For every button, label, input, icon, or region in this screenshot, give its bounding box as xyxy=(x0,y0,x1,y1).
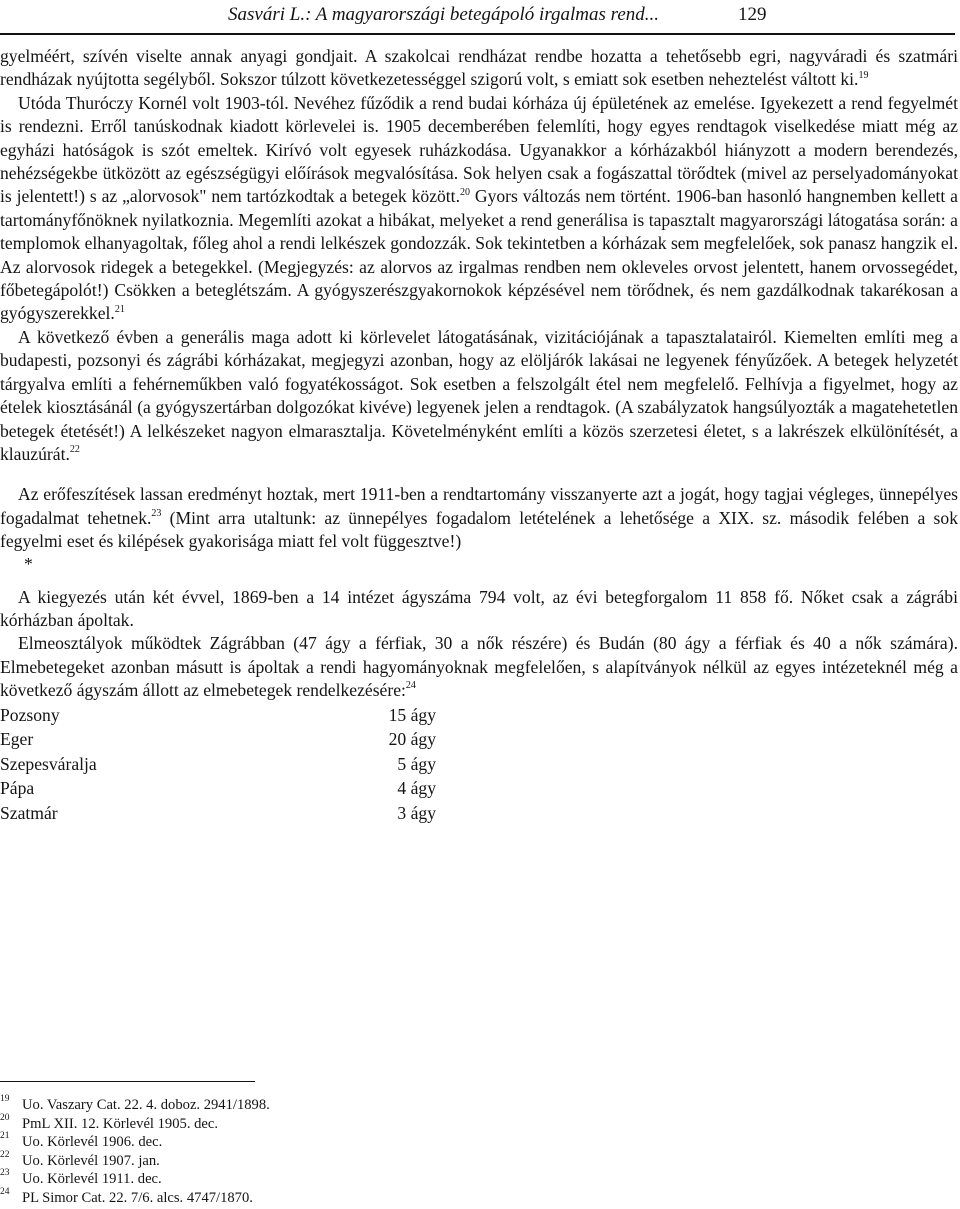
paragraph-text: A kiegyezés után két évvel, 1869-ben a 14 intézet ágyszáma 794 volt, az évi betegforgalom 11 858 fő. Nőket csak a zágrábi kórházban ápoltak. xyxy=(0,586,958,630)
city-name: Szepesváralja xyxy=(0,753,97,774)
bed-table-row xyxy=(0,753,958,778)
paragraph xyxy=(0,483,958,553)
footnote-number: 21 xyxy=(0,1131,10,1142)
paragraph xyxy=(0,326,958,466)
footnote-number: 19 xyxy=(0,1094,10,1104)
paragraph-text: Elmeosztályok működtek Zágrábban (47 ágy a férfiak, 30 a nők részére) és Budán (80 ágy a férfiak és 40 a nők számára). Elmebetegeket azonban másutt is ápoltak a rendi hagyományoknak megfelelően, s alapítványok nélkül az egyes intézeteknél még a következő ágyszám állott az elmebetegek rendelkezésére: xyxy=(0,633,958,701)
section-separator: * xyxy=(24,553,33,574)
footnote-ref: 24 xyxy=(405,680,416,692)
header-rule xyxy=(0,33,955,35)
paragraph-text: gyelméért, szívén viselte annak anyagi gondjait. A szakolcai rendházat rendbe hozatta a tehetősebb egri, nagyváradi és szatmári rendházak nyújtotta segélyből. Sokszor túlzott következetességgel szigorú volt, s emiatt sok esetben neheztelést váltott ki. xyxy=(0,46,958,90)
footnote-text: Uo. Körlevél 1907. jan. xyxy=(22,1152,160,1169)
paragraph-gap xyxy=(0,466,958,483)
paragraph-text: Az erőfeszítések lassan eredményt hoztak, mert 1911-ben a rendtartomány visszanyerte azt a jogát, hogy tagjai végleges, ünnepélyes fogadalmat tehetnek. xyxy=(0,484,958,528)
city-name: Pápa xyxy=(0,778,35,799)
footnote-number: 20 xyxy=(0,1112,10,1123)
footnote-ref: 23 xyxy=(151,507,162,519)
running-header xyxy=(0,4,960,28)
running-title: Sasvári L.: A magyarországi betegápoló irgalmas rend... xyxy=(228,4,660,25)
city-name: Pozsony xyxy=(0,704,60,725)
text-section-1 xyxy=(0,45,958,554)
paragraph xyxy=(0,632,958,702)
bed-table-row xyxy=(0,802,958,827)
footnote-ref: 19 xyxy=(858,69,869,81)
footnote-number: 23 xyxy=(0,1168,10,1179)
main-text xyxy=(0,45,958,826)
footnote-ref: 21 xyxy=(114,303,125,315)
footnote-text: Uo. Vaszary Cat. 22. 4. doboz. 2941/1898. xyxy=(22,1097,270,1113)
bed-table-row xyxy=(0,704,958,729)
footnote-number: 24 xyxy=(0,1186,10,1197)
footnote-ref: 20 xyxy=(459,186,470,198)
footnote-text: Uo. Körlevél 1911. dec. xyxy=(22,1171,162,1188)
bed-count: 3 ágy xyxy=(397,802,436,823)
footnote-rule xyxy=(0,1081,255,1082)
bed-count: 5 ágy xyxy=(397,753,436,774)
bed-count: 15 ágy xyxy=(388,704,436,725)
bed-count: 4 ágy xyxy=(397,778,436,799)
page-number: 129 xyxy=(738,4,767,25)
footnote-text: PL Simor Cat. 22. 7/6. alcs. 4747/1870. xyxy=(22,1189,253,1206)
bed-count: 20 ágy xyxy=(388,729,436,750)
paragraph xyxy=(0,586,958,633)
text-section-2 xyxy=(0,586,958,703)
footnote-text: PmL XII. 12. Körlevél 1905. dec. xyxy=(22,1115,219,1132)
bed-table-row xyxy=(0,777,958,802)
paragraph xyxy=(0,92,958,326)
footnote-text: Uo. Körlevél 1906. dec. xyxy=(22,1134,163,1151)
city-name: Eger xyxy=(0,729,34,750)
footnote-ref: 22 xyxy=(69,444,80,456)
paragraph-text: Gyors változás nem történt. 1906-ban hasonló hangnemben kellett a tartományfőnöknek nyilatkoznia. Megemlíti azokat a hibákat, melyeket a rend generálisa is tapasztalt magyarországi látogatása során: a templomok elhanyagoltak, főleg ahol a rendi lelkészek gondozzák. Sok tekintetben a kórházak sem megfelelőek, sok panasz hangzik el. Az alorvosok ridegek a betegekkel. (Megjegyzés: az alorvos az irgalmas rendben nem okleveles orvost jelentett, hanem orvossegédet, főbetegápolót!) Csökken a beteglétszám. A gyógyszerészgyakornokok képzésével nem törődnek, és nem gazdálkodnak takarékosan a gyógyszerekkel. xyxy=(0,186,958,324)
paragraph-text: A következő évben a generális maga adott ki körlevelet látogatásának, vizitációjának a tapasztalatairól. Kiemelten említi meg a budapesti, pozsonyi és zágrábi kórházakat, megjegyzi azonban, hogy az elöljárók lakásai ne legyenek fényűzőek. A betegek helyzetét tárgyalva említi a fehérneműkben való fogyatékosságot. Sok esetben a felszolgált étel nem megfelelő. Felhívja a figyelmet, hogy az ételek kiosztásánál (a gyógyszertárban dolgozókat kivéve) legyenek jelen a rendtagok. (A szabályzatok hangsúlyozták a magatehetetlen betegek étetését!) A lelkészeket nagyon elmarasztalja. Követelményként említi a közös szerzetesi életet, s a lakrészek elkülönítését, a klauzúrát. xyxy=(0,326,958,464)
bed-count-table xyxy=(0,704,958,827)
paragraph-text: (Mint arra utaltunk: az ünnepélyes fogadalom letételének a lehetősége a XIX. sz. második felében a sok fegyelmi eset és kilépések gyakorisága miatt fel volt függesztve!) xyxy=(0,507,958,552)
footnote-number: 22 xyxy=(0,1149,10,1160)
paragraph xyxy=(0,45,958,92)
paragraph-text: Utóda Thuróczy Kornél volt 1903-tól. Nevéhez fűződik a rend budai kórháza új épületének az emelése. Igyekezett a rend fegyelmét is rendezni. Erről tanúskodnak kiadott körlevelei is. 1905 decemberében felemlíti, hogy egyes rendtagok viselkedése miatt még az egyházi hatóságok is szót emeltek. Kirívó volt egyesek ruházkodása. Ugyanakkor a kórházakból hiányzott a modern berendezés, nehézségekbe ütközött az egészségügyi előírások megvalósítása. Sok helyen csak a fogászattal törődtek (mivel az perselyadományokat is jelentett!) s az „alorvosok" nem tartózkodtak a betegek között. xyxy=(0,92,958,207)
bed-table-row xyxy=(0,728,958,753)
city-name: Szatmár xyxy=(0,802,58,823)
